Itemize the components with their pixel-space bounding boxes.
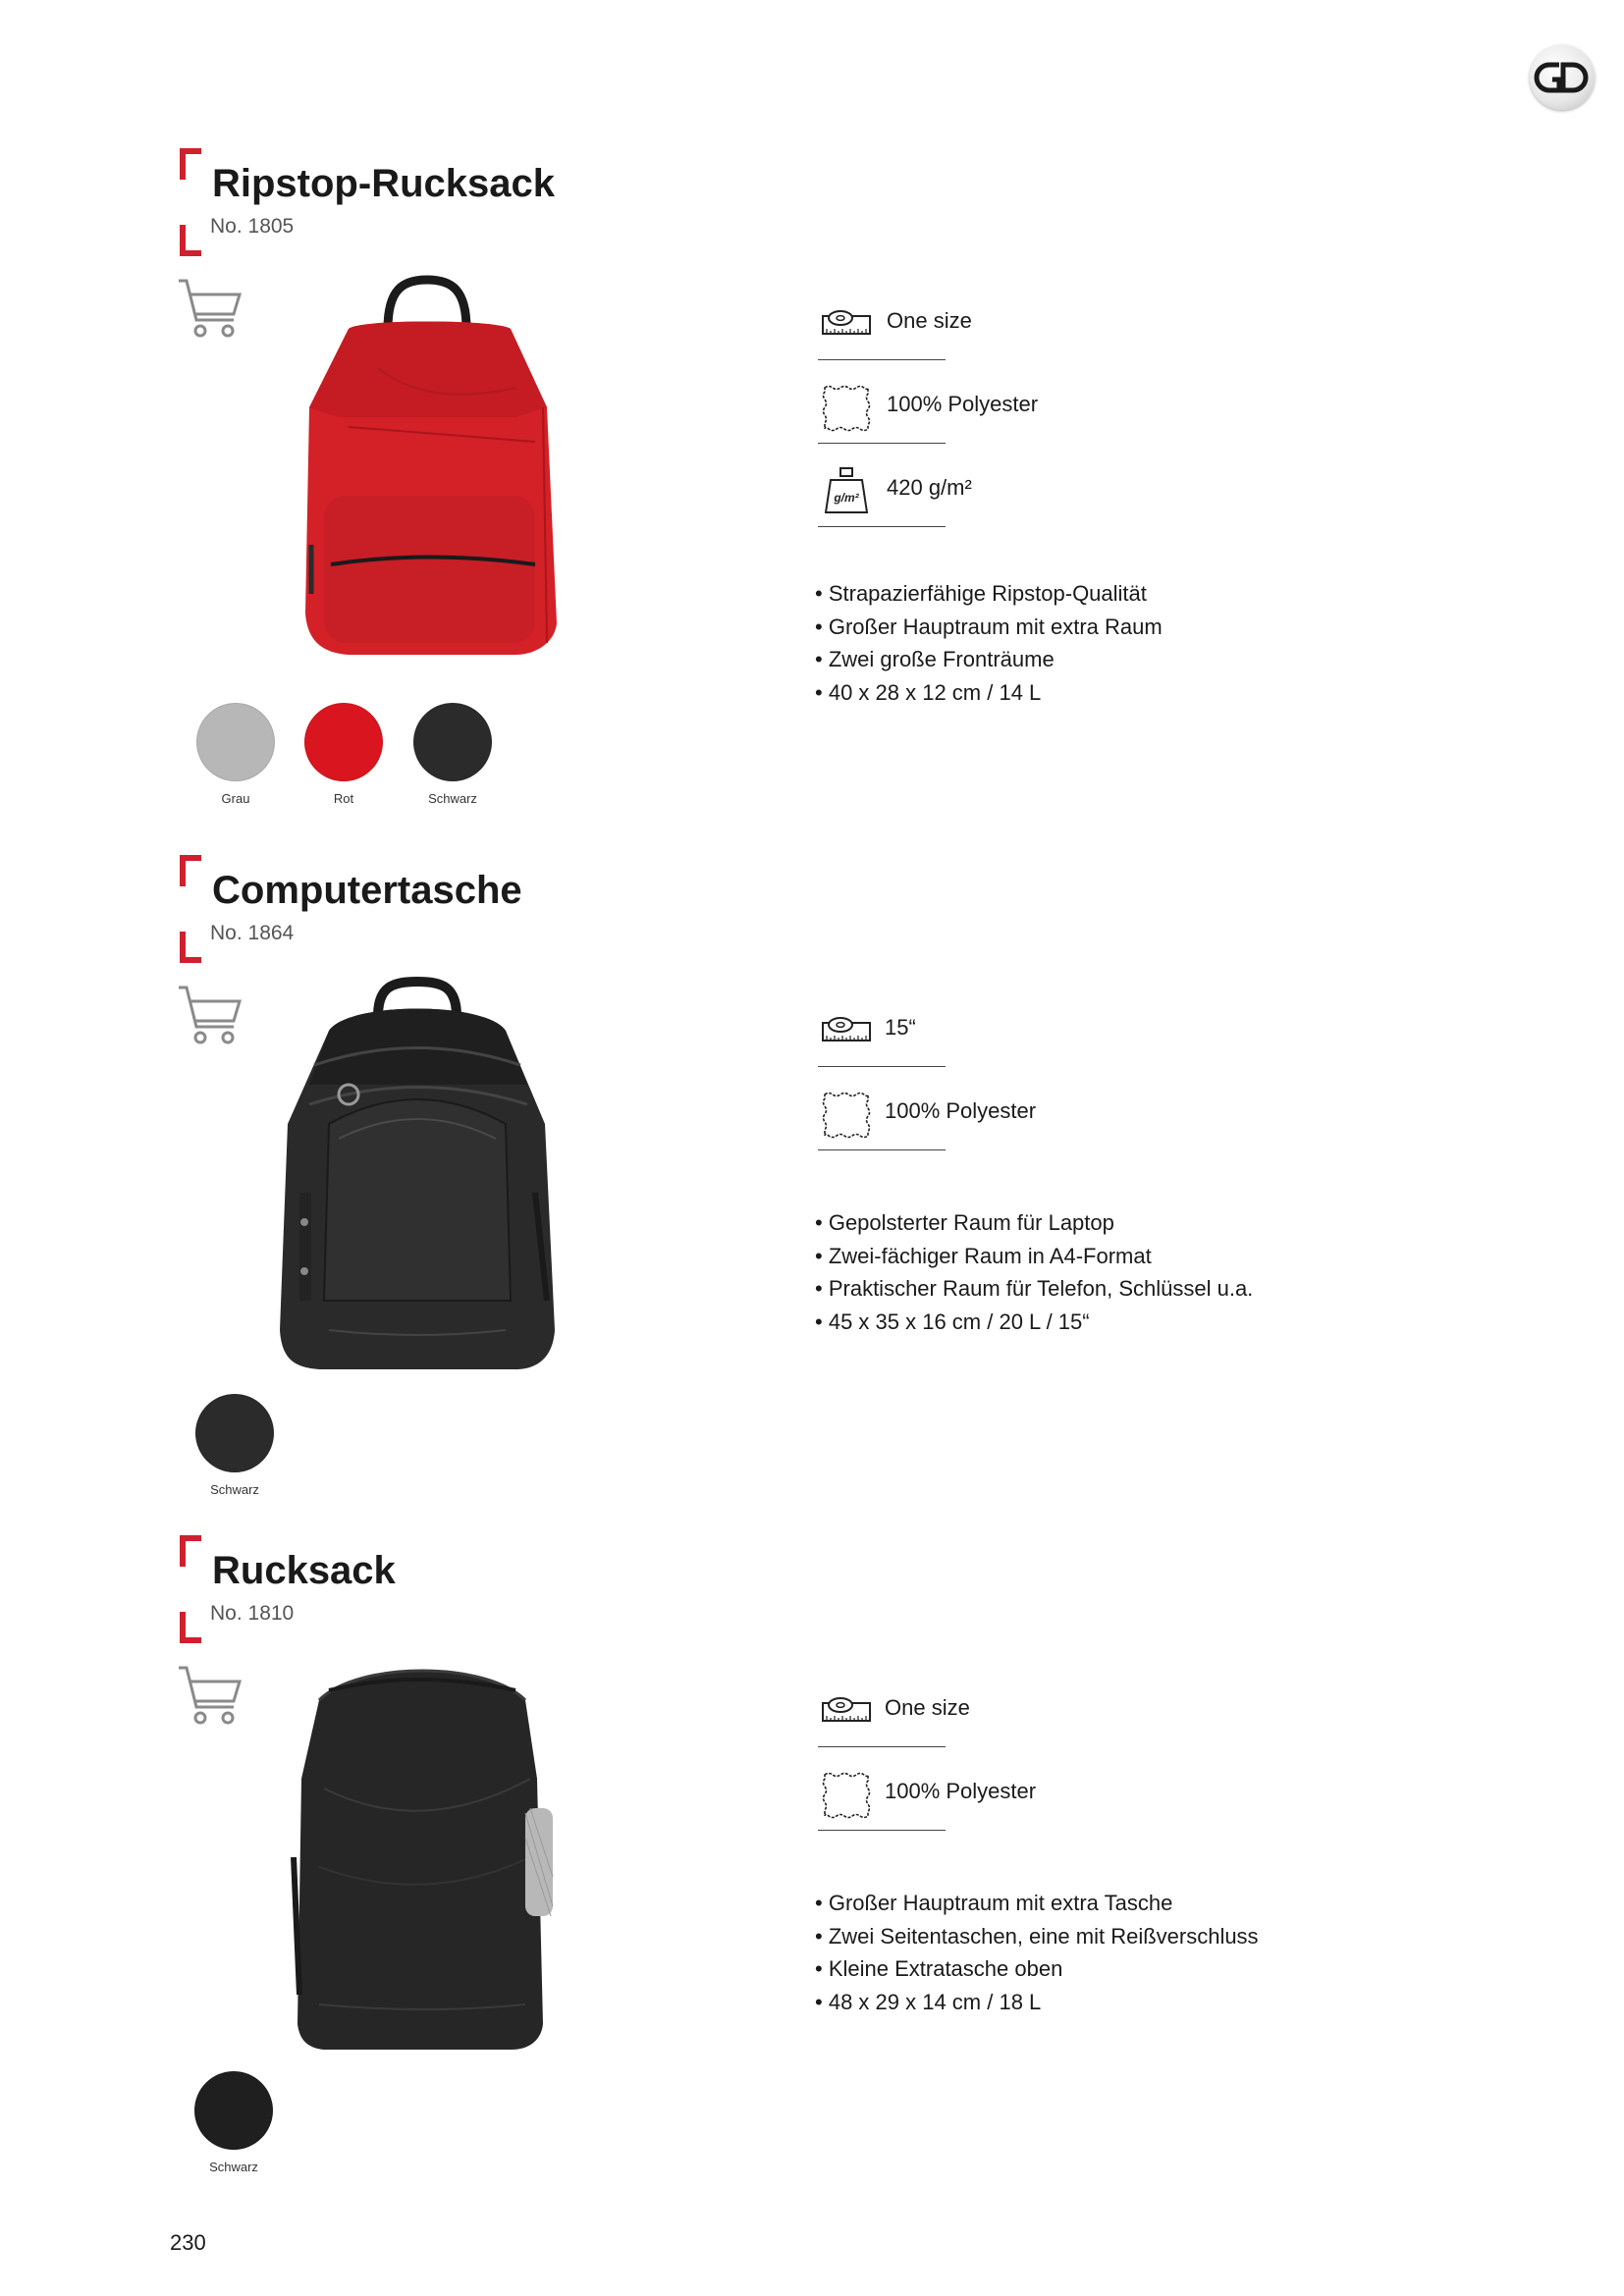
feature-item: • Praktischer Raum für Telefon, Schlüssel u.a. xyxy=(815,1272,1253,1306)
feature-item: • Kleine Extratasche oben xyxy=(815,1952,1259,1986)
spec-weight xyxy=(818,469,972,520)
color-swatch[interactable] xyxy=(404,703,502,806)
section-bracket-icon xyxy=(177,1534,212,1644)
spec-material xyxy=(818,1093,1037,1144)
section-bracket-icon xyxy=(177,854,212,964)
measuring-tape-icon xyxy=(821,1013,872,1052)
swatch-circle xyxy=(195,1394,274,1472)
section-bracket-icon xyxy=(177,147,212,257)
feature-item: • Strapazierfähige Ripstop-Qualität xyxy=(815,577,1163,611)
spec-text: 420 g/m² xyxy=(887,475,972,500)
product-image xyxy=(280,1661,565,2054)
feature-item: • 45 x 35 x 16 cm / 20 L / 15“ xyxy=(815,1306,1253,1339)
swatch-label: Schwarz xyxy=(210,1482,259,1497)
feature-item: • Zwei-fächiger Raum in A4-Format xyxy=(815,1240,1253,1273)
swatch-circle xyxy=(194,2071,273,2150)
brand-logo-mark-icon xyxy=(1530,45,1595,110)
product-title: Rucksack xyxy=(212,1549,396,1592)
spec-divider xyxy=(818,359,946,360)
spec-divider xyxy=(818,1149,946,1150)
spec-divider xyxy=(818,1066,946,1067)
feature-item: • Großer Hauptraum mit extra Raum xyxy=(815,611,1163,644)
feature-item: • Zwei Seitentaschen, eine mit Reißverschluss xyxy=(815,1920,1259,1953)
product-title: Ripstop-Rucksack xyxy=(212,162,555,205)
fabric-icon xyxy=(821,384,872,435)
page-number: 230 xyxy=(170,2230,206,2255)
feature-list xyxy=(815,1887,1259,2018)
swatch-label: Grau xyxy=(221,791,250,806)
spec-divider xyxy=(818,443,946,444)
spec-text: 15“ xyxy=(885,1015,916,1040)
swatch-circle xyxy=(304,703,383,781)
feature-item: • 48 x 29 x 14 cm / 18 L xyxy=(815,1986,1259,2019)
spec-text: One size xyxy=(885,1695,970,1720)
swatch-label: Rot xyxy=(333,791,354,806)
spec-size xyxy=(818,302,972,353)
product-number: No. 1805 xyxy=(210,215,295,238)
product-number: No. 1810 xyxy=(210,1602,295,1625)
spec-material xyxy=(818,386,1039,437)
feature-list xyxy=(815,577,1163,709)
spec-material xyxy=(818,1773,1037,1824)
feature-item: • Zwei große Fronträume xyxy=(815,643,1163,676)
color-swatch[interactable] xyxy=(187,703,285,806)
feature-item: • 40 x 28 x 12 cm / 14 L xyxy=(815,676,1163,710)
product-image xyxy=(290,270,565,663)
swatch-label: Schwarz xyxy=(209,2160,258,2174)
product-image xyxy=(270,977,565,1379)
product-title: Computertasche xyxy=(212,869,522,912)
fabric-icon xyxy=(821,1091,872,1142)
spec-text: 100% Polyester xyxy=(887,392,1039,416)
cart-icon[interactable] xyxy=(177,275,245,344)
spec-text: One size xyxy=(887,308,972,333)
spec-text: 100% Polyester xyxy=(885,1098,1037,1123)
feature-list xyxy=(815,1206,1253,1338)
color-swatch[interactable] xyxy=(295,703,393,806)
spec-size xyxy=(818,1689,970,1740)
spec-divider xyxy=(818,526,946,527)
cart-icon[interactable] xyxy=(177,1662,245,1731)
feature-item: • Gepolsterter Raum für Laptop xyxy=(815,1206,1253,1240)
spec-divider xyxy=(818,1746,946,1747)
spec-divider xyxy=(818,1830,946,1831)
fabric-icon xyxy=(821,1771,872,1822)
swatch-label: Schwarz xyxy=(428,791,477,806)
color-swatch[interactable] xyxy=(185,2071,283,2174)
product-number: No. 1864 xyxy=(210,922,295,944)
feature-item: • Großer Hauptraum mit extra Tasche xyxy=(815,1887,1259,1920)
swatch-circle xyxy=(196,703,275,781)
spec-size xyxy=(818,1009,946,1060)
measuring-tape-icon xyxy=(821,306,872,346)
brand-logo xyxy=(1530,45,1595,110)
cart-icon[interactable] xyxy=(177,982,245,1050)
color-swatch[interactable] xyxy=(186,1394,284,1497)
spec-text: 100% Polyester xyxy=(885,1779,1037,1803)
swatch-circle xyxy=(413,703,492,781)
measuring-tape-icon xyxy=(821,1693,872,1733)
weight-icon xyxy=(821,465,872,516)
